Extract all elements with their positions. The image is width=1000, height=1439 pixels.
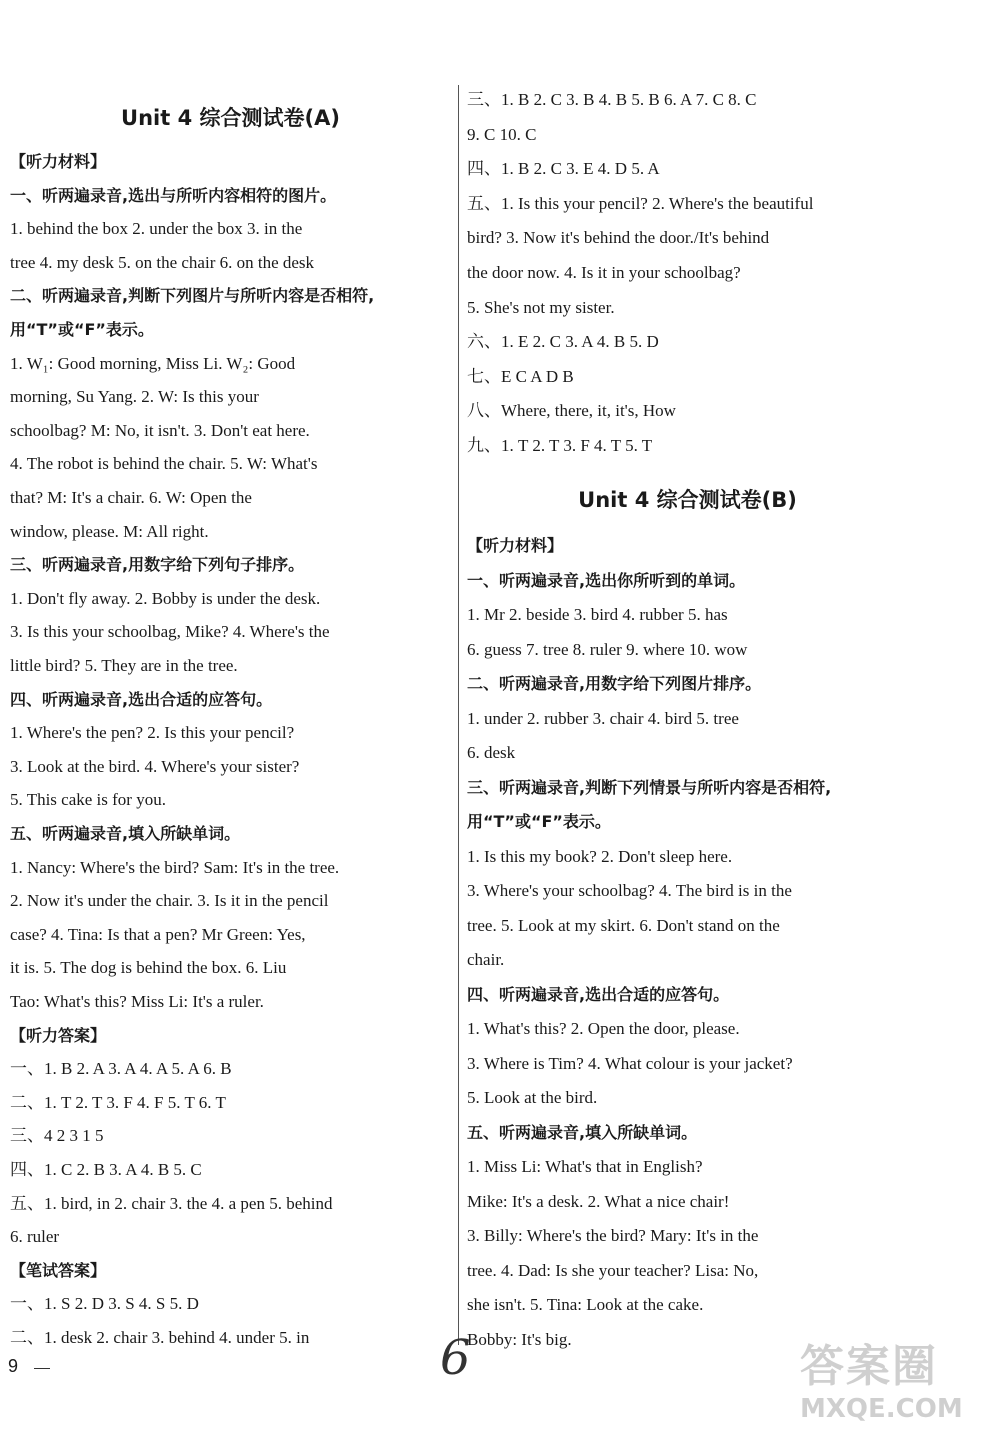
section-heading: 二、听两遍录音,用数字给下列图片排序。 (467, 674, 762, 693)
text-line: it is. 5. The dog is behind the box. 6. Liu (10, 958, 287, 978)
text-line: tree 4. my desk 5. on the chair 6. on the desk (10, 252, 315, 272)
text-line: 九、1. T 2. T 3. F 4. T 5. T (467, 436, 653, 455)
text-line: 6. desk (467, 743, 516, 762)
watermark-logo (800, 1330, 990, 1435)
text-line: 七、E C A D B (467, 366, 574, 386)
text-line: morning, Su Yang. 2. W: Is this your (10, 387, 259, 407)
section-heading: 五、听两遍录音,填入所缺单词。 (10, 824, 241, 843)
watermark-text-bottom: MXQE.COM (800, 1394, 963, 1424)
column-divider (458, 85, 459, 1345)
text-line: 1. Don't fly away. 2. Bobby is under the desk. (10, 588, 321, 608)
section-heading: 二、听两遍录音,判断下列图片与所听内容是否相符, (10, 286, 375, 306)
test-a-title: Unit 4 综合测试卷(A) (121, 106, 340, 130)
text-line: chair. (467, 950, 505, 969)
text-line: Mike: It's a desk. 2. What a nice chair! (467, 1191, 730, 1211)
text-line: 3. Look at the bird. 4. Where's your sister? (10, 756, 300, 776)
text-line: 1. Miss Li: What's that in English? (467, 1157, 703, 1176)
text-line: window, please. M: All right. (10, 521, 209, 541)
page-number: 9 (8, 1356, 19, 1376)
section-heading: 用“T”或“F”表示。 (10, 320, 154, 339)
text-line: 1. behind the box 2. under the box 3. in the (10, 219, 303, 239)
text-line: 3. Where's your schoolbag? 4. The bird is in the (467, 881, 792, 900)
text-line: 1. Is this my book? 2. Don't sleep here. (467, 846, 733, 866)
text-line: 3. Billy: Where's the bird? Mary: It's in the (467, 1226, 759, 1245)
section-heading: 【笔试答案】 (10, 1260, 107, 1280)
text-line: tree. 5. Look at my skirt. 6. Don't stand on the (467, 915, 780, 935)
text-line: Tao: What's this? Miss Li: It's a ruler. (10, 992, 264, 1011)
section-heading: 一、听两遍录音,选出与所听内容相符的图片。 (10, 185, 337, 205)
text-line: 3. Where is Tim? 4. What colour is your jacket? (467, 1053, 793, 1073)
text-line: 1. W₁: Good morning, Miss Li. W₂: Good (10, 353, 296, 373)
text-line: schoolbag? M: No, it isn't. 3. Don't eat here. (10, 420, 310, 440)
text-line: 六、1. E 2. C 3. A 4. B 5. D (467, 332, 659, 352)
text-line: 五、1. Is this your pencil? 2. Where's the beautiful (467, 193, 814, 213)
text-line: 八、Where, there, it, it's, How (467, 401, 676, 421)
text-line: Bobby: It's big. (467, 1329, 572, 1349)
section-heading: 三、听两遍录音,判断下列情景与所听内容是否相符, (467, 777, 832, 797)
text-line: 5. Look at the bird. (467, 1088, 598, 1107)
text-line: 6. ruler (10, 1227, 60, 1247)
text-line: 二、1. T 2. T 3. F 4. F 5. T 6. T (10, 1092, 226, 1112)
handwritten-mark: 6 (440, 1330, 471, 1386)
watermark-text-top: 答案圈 (800, 1341, 938, 1392)
section-heading: 三、听两遍录音,用数字给下列句子排序。 (10, 555, 305, 575)
text-line: 三、4 2 3 1 5 (10, 1126, 104, 1146)
text-line: 5. She's not my sister. (467, 297, 615, 317)
text-line: 4. The robot is behind the chair. 5. W: What's (10, 454, 318, 474)
text-line: 一、1. S 2. D 3. S 4. S 5. D (10, 1294, 199, 1314)
text-line: 1. Where's the pen? 2. Is this your pencil? (10, 723, 295, 743)
text-line: 1. What's this? 2. Open the door, please. (467, 1019, 740, 1038)
text-line: the door now. 4. Is it in your schoolbag? (467, 263, 741, 282)
text-line: little bird? 5. They are in the tree. (10, 656, 238, 675)
section-heading: 【听力材料】 (10, 152, 107, 171)
text-line: she isn't. 5. Tina: Look at the cake. (467, 1295, 704, 1314)
section-heading: 一、听两遍录音,选出你所听到的单词。 (467, 570, 746, 590)
text-line: 四、1. C 2. B 3. A 4. B 5. C (10, 1160, 202, 1179)
section-heading: 五、听两遍录音,填入所缺单词。 (467, 1122, 698, 1142)
text-line: 二、1. desk 2. chair 3. behind 4. under 5. in (10, 1328, 310, 1347)
section-heading: 四、听两遍录音,选出合适的应答句。 (10, 689, 273, 709)
section-heading: 四、听两遍录音,选出合适的应答句。 (467, 984, 730, 1004)
text-line: 三、1. B 2. C 3. B 4. B 5. B 6. A 7. C 8. C (467, 90, 757, 109)
text-line: 四、1. B 2. C 3. E 4. D 5. A (467, 159, 660, 179)
text-line: 6. guess 7. tree 8. ruler 9. where 10. wow (467, 639, 748, 659)
section-heading: 【听力材料】 (467, 536, 564, 555)
text-line: tree. 4. Dad: Is she your teacher? Lisa: No, (467, 1260, 759, 1280)
text-line: 1. under 2. rubber 3. chair 4. bird 5. tree (467, 708, 739, 728)
text-line: 3. Is this your schoolbag, Mike? 4. Where's the (10, 622, 330, 642)
page-number-dash (34, 1368, 50, 1369)
text-line: 1. Nancy: Where's the bird? Sam: It's in the tree. (10, 857, 340, 877)
text-line: case? 4. Tina: Is that a pen? Mr Green: Yes, (10, 924, 306, 944)
text-line: 1. Mr 2. beside 3. bird 4. rubber 5. has (467, 605, 728, 624)
text-line: 2. Now it's under the chair. 3. Is it in the pencil (10, 891, 329, 911)
text-line: bird? 3. Now it's behind the door./It's behind (467, 228, 770, 248)
test-b-title: Unit 4 综合测试卷(B) (578, 488, 797, 512)
text-line: that? M: It's a chair. 6. W: Open the (10, 488, 252, 507)
section-heading: 【听力答案】 (10, 1025, 107, 1045)
text-line: 一、1. B 2. A 3. A 4. A 5. A 6. B (10, 1059, 232, 1079)
text-line: 五、1. bird, in 2. chair 3. the 4. a pen 5. behind (10, 1193, 333, 1213)
text-line: 9. C 10. C (467, 124, 537, 144)
section-heading: 用“T”或“F”表示。 (467, 812, 611, 831)
text-line: 5. This cake is for you. (10, 790, 166, 810)
